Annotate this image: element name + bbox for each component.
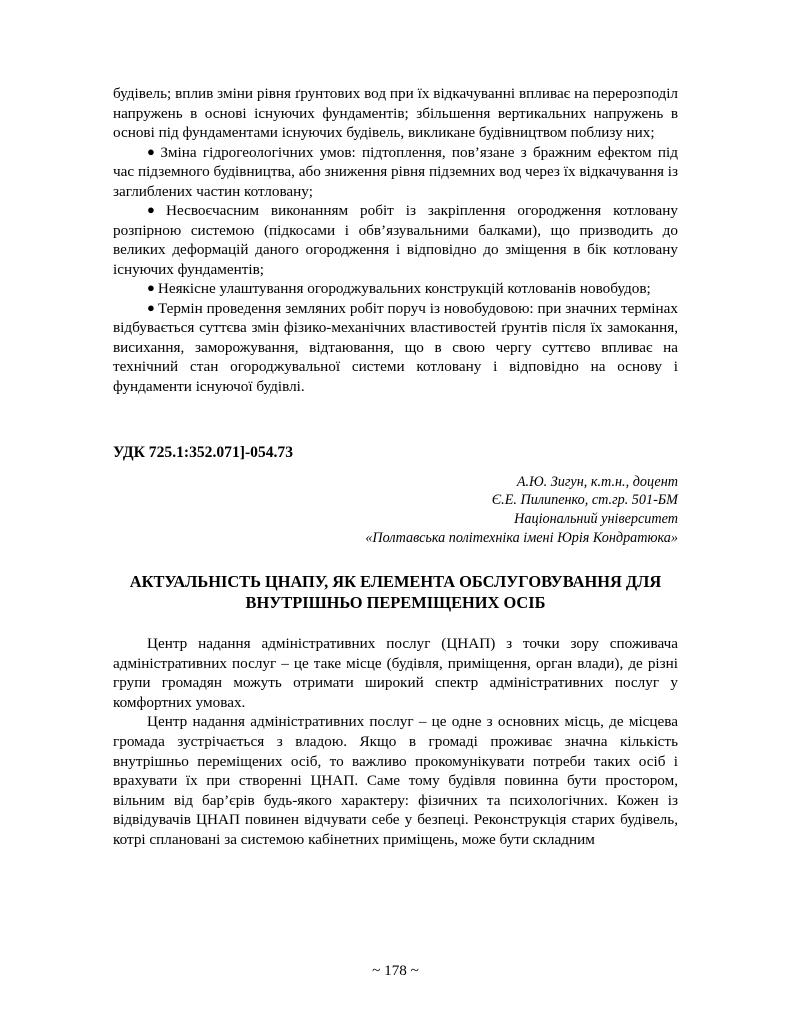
paragraph-continued: будівель; вплив зміни рівня ґрунтових вод при їх відкачуванні впливає на перерозподіл напружень в основі існуючих фундаментів; збільшення вертикальних напружень в основі під фундаментами існуючих будівель, викликане будівництвом поблизу них;	[113, 85, 678, 142]
bullet-paragraph-4	[113, 299, 678, 397]
page-number: ~ 178 ~	[372, 962, 419, 979]
article-paragraph-2: Центр надання адміністративних послуг – це одне з основних місць, де місцева громада зустрічається з владою. Якщо в громаді проживає значна кількість внутрішньо переміщених осіб, то важливо прокомунікувати потреби таких осіб і врахувати їх при створенні ЦНАП. Саме тому будівля повинна бути простором, вільним від бар’єрів будь-якого характеру: фізичних та психологічних. Кожен із відвідувачів ЦНАП повинен відчувати себе у безпеці. Реконструкція старих будівель, котрі сплановані за системою кабінетних приміщень, може бути складним	[113, 713, 678, 848]
affiliation-line-2: «Полтавська політехніка імені Юрія Кондратюка»	[365, 530, 678, 547]
bullet-text: Зміна гідрогеологічних умов: підтоплення, пов’язане з бражним ефектом під час підземного будівництва, або зниження рівня підземних вод через їх відкачування із заглиблених частин котловану;	[113, 143, 678, 200]
bullet-paragraph-3	[113, 279, 678, 299]
udk-code: УДК 725.1:352.071]-054.73	[113, 443, 294, 461]
bullet-icon: ●	[147, 299, 155, 315]
author-line-2: Є.Е. Пилипенко, ст.гр. 501-БМ	[491, 492, 678, 509]
article-title: АКТУАЛЬНІСТЬ ЦНАПУ, ЯК ЕЛЕМЕНТА ОБСЛУГОВУВАННЯ ДЛЯ ВНУТРІШНЬО ПЕРЕМІЩЕНИХ ОСІБ	[129, 572, 662, 612]
bullet-text: Неякісне улаштування огороджувальних конструкцій котлованів новобудов;	[157, 280, 651, 298]
author-line-1: А.Ю. Зигун, к.т.н., доцент	[516, 473, 678, 490]
article-paragraph-1: Центр надання адміністративних послуг (ЦНАП) з точки зору споживача адміністративних послуг – це таке місце (будівля, приміщення, орган влади), де різні групи громадян можуть отримати широкий спектр адміністративних послуг у комфортних умовах.	[113, 635, 678, 711]
continued-text-block	[113, 84, 678, 397]
bullet-paragraph-1	[113, 143, 678, 202]
bullet-paragraph-2	[113, 201, 678, 279]
bullet-text: Несвоєчасним виконанням робіт із закріплення огородження котловану розпірною системою (підкосами і обв’язувальними балками), що призводить до великих деформацій даного огородження і відповідно до зміщення в бік котловану існуючих фундаментів;	[113, 202, 678, 278]
authors-block	[113, 473, 678, 549]
bullet-icon: ●	[147, 143, 158, 159]
bullet-icon: ●	[147, 280, 155, 296]
bullet-text: Термін проведення земляних робіт поруч із новобудовою: при значних термінах відбувається суттєва змін фізико-механічних властивостей ґрунтів після їх замокання, висихання, заморожування, відтаювання, що в свою чергу суттєво впливає на технічний стан огороджувальної системи котловану і відповідно на основу і фундаменти існуючої будівлі.	[113, 299, 678, 395]
article-body	[113, 634, 678, 849]
affiliation-line-1: Національний університет	[514, 511, 678, 528]
bullet-icon: ●	[147, 202, 163, 218]
